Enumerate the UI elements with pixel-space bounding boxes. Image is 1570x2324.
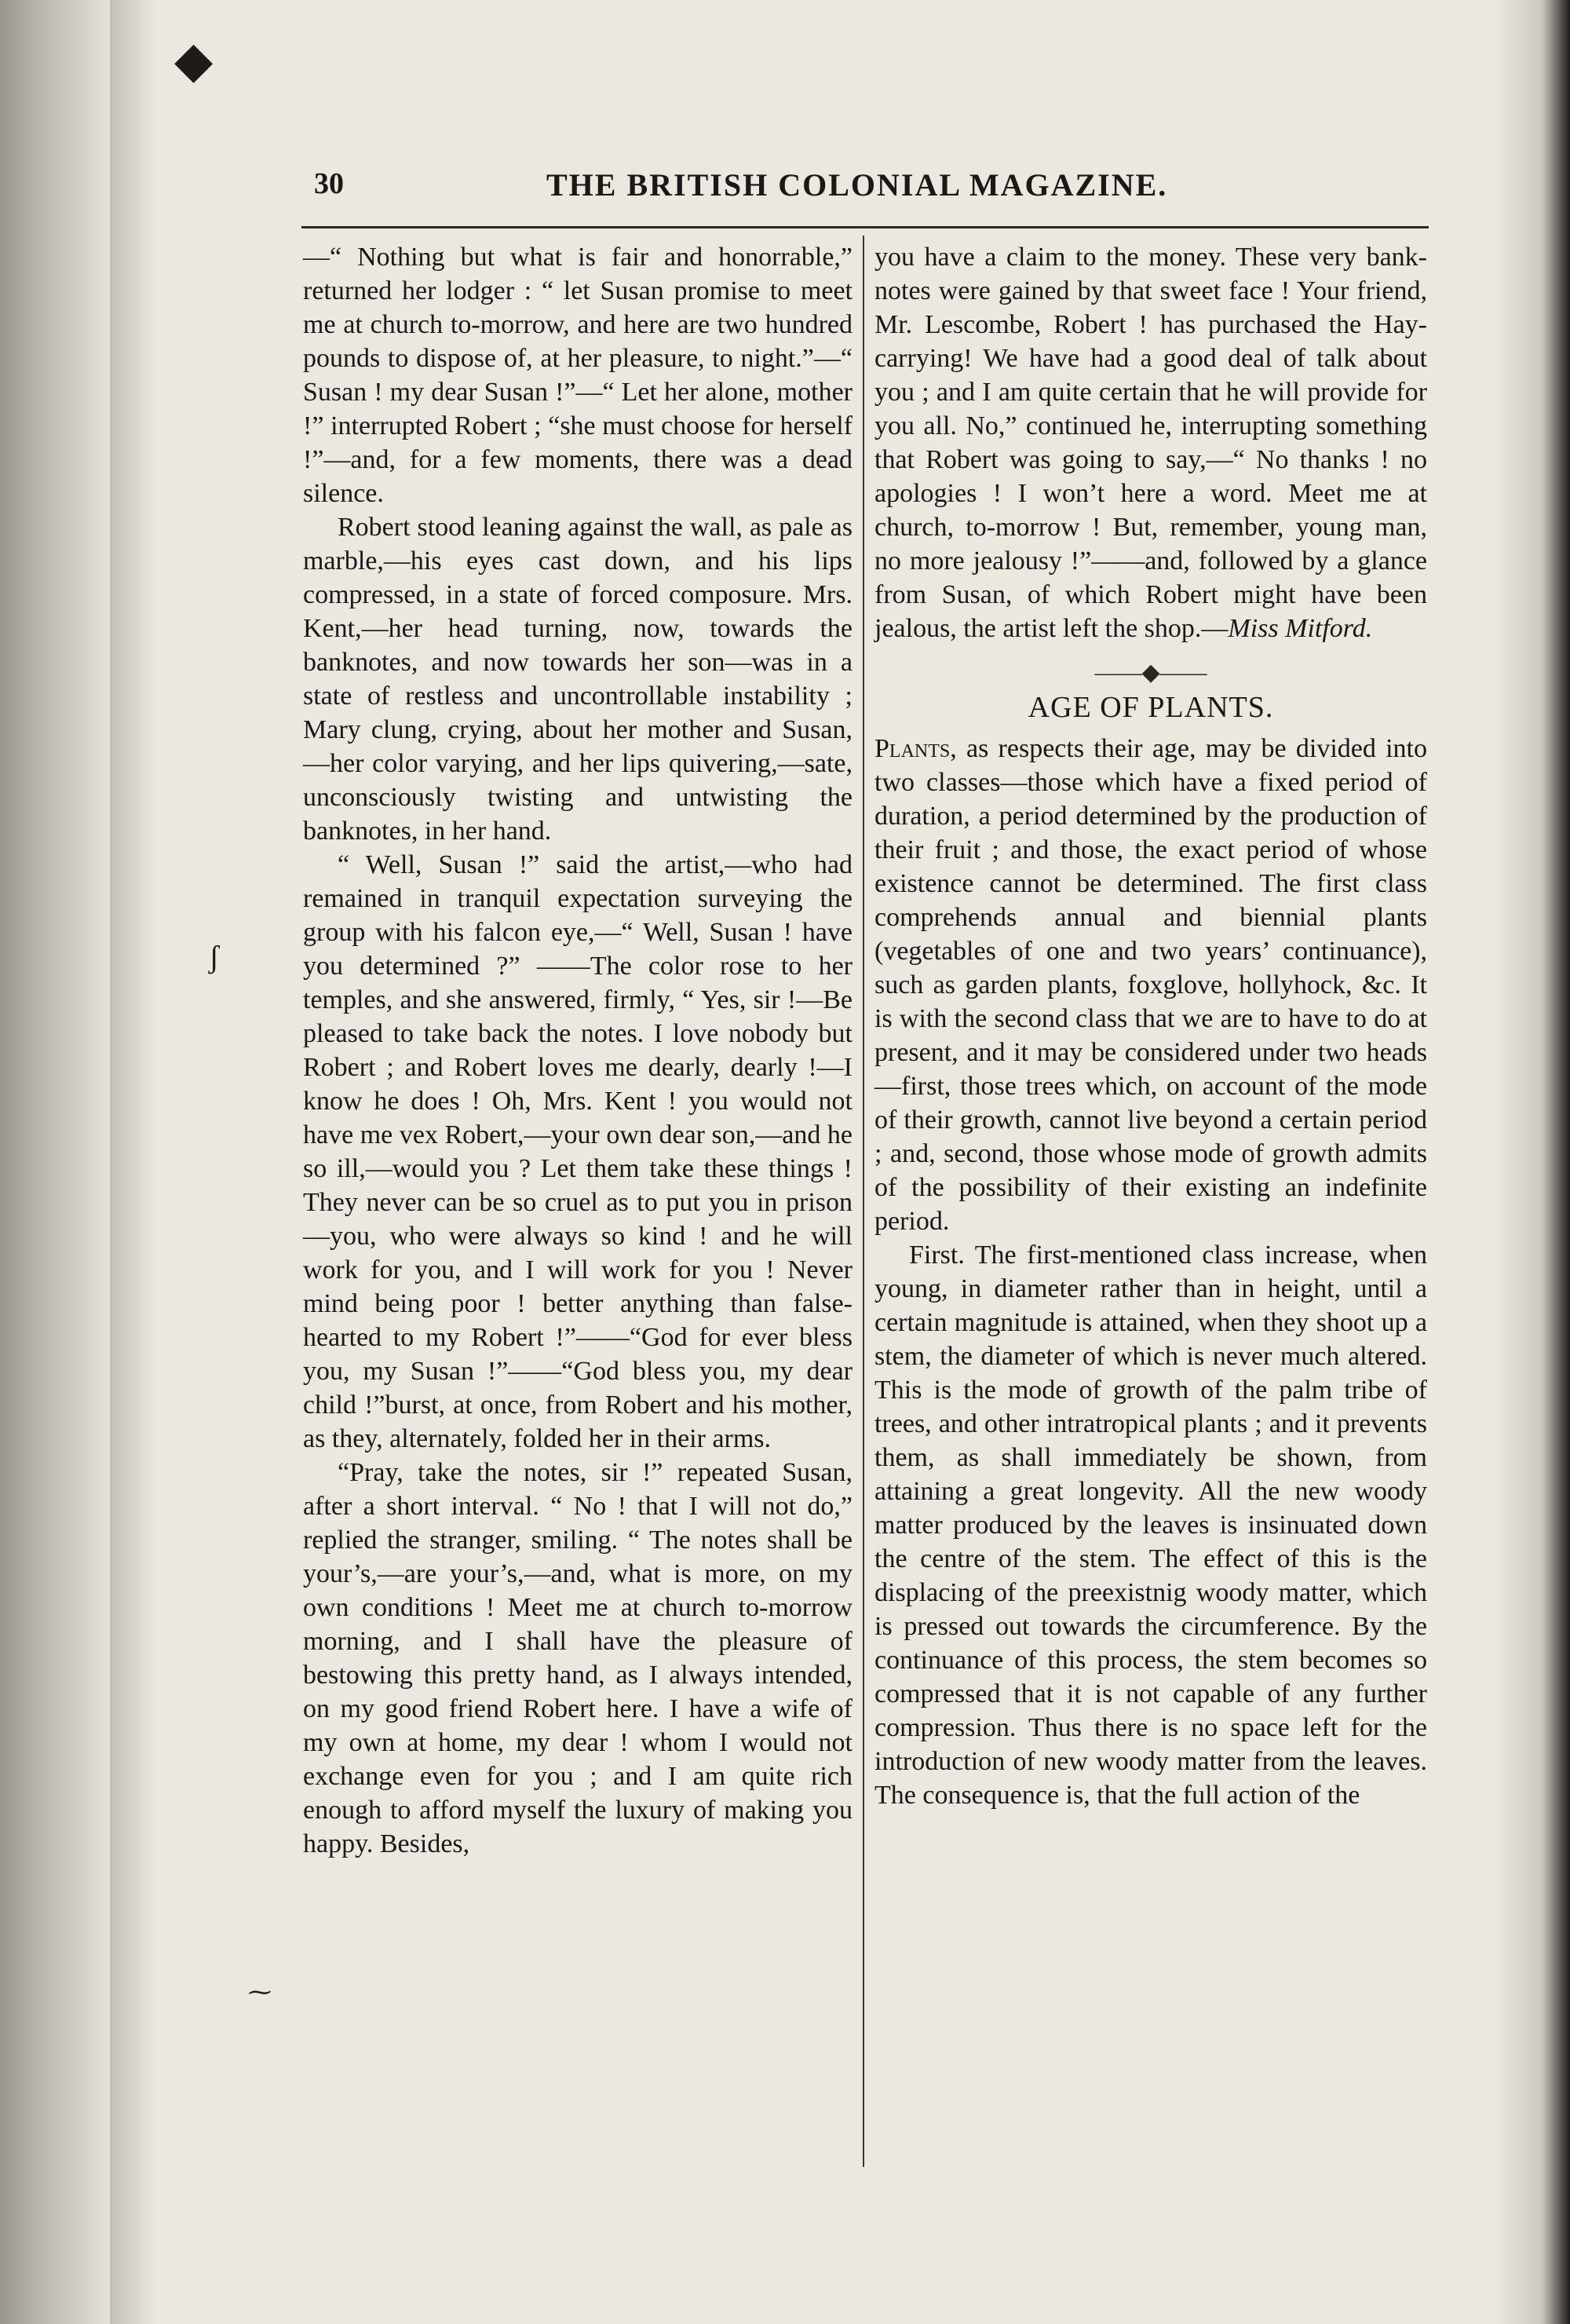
paragraph: First. The first-mentioned class increase, when young, in diameter rather than in height, until a certain magnitude is attained, when they shoot up a stem, the diameter of which is never much altered. This is the mode of growth of the palm tribe of trees, and other intratropical plants ; and it prevents them, as shall immediately be shown, from attaining a great longevity. All the new woody matter produced by the leaves is insinuated down the centre of the stem. The effect of this is the displacing of the preexistnig woody matter, which is pressed out towards the circumference. By the continuance of this process, the stem becomes so compressed that it is not capable of any further compression. Thus there is no space left for the introduction of new woody matter from the leaves. The consequence is, that the full action of the [874,1241,1427,1810]
left-column [303,240,853,1861]
paragraph: “Pray, take the notes, sir !” repeated Susan, after a short interval. “ No ! that I will not do,” replied the stranger, smiling. “ The notes shall be your’s,—are your’s,—and, what is more, on my own conditions ! Meet me at church to-morrow morning, and I shall have the pleasure of bestowing this pretty hand, as I always intended, on my good friend Robert here. I have a wife of my own at home, my dear ! whom I would not exchange even for you ; and I am quite rich enough to afford myself the luxury of making you happy. Besides, [303,1458,853,1858]
pencil-mark: ʃ [209,939,220,974]
ink-blot-mark: ◆ [174,32,214,88]
section-heading: AGE OF PLANTS. [1028,691,1274,724]
page-edge [1499,0,1570,2324]
continuation-text: you have a claim to the money. These very bank-notes were gained by that sweet face ! Your friend, Mr. Lescombe, Robert ! has purchased the Hay-carrying! We have had a good deal of talk about you ; and I am quite certain that he will provide for you all. No,” continued he, interrupting something that Robert was going to say,—“ No thanks ! no apologies ! I won’t here a word. Meet me at church, to-morrow ! But, remember, young man, no more jealousy !”——and, followed by a glance from Susan, of which Robert might have been jealous, the artist left the shop.— [874,243,1427,643]
right-column [874,240,1427,1812]
paragraph: —“ Nothing but what is fair and honorrable,” returned her lodger : “ let Susan promise to meet me at church to-morrow, and here are two hundred pounds to dispose of, at her pleasure, to night.”—“ Susan ! my dear Susan !”—“ Let her alone, mother !” interrupted Robert ; “she must choose for herself !”—and, for a few moments, there was a dead silence. [303,243,853,508]
paragraph-text: as respects their age, may be divided into two classes—those which have a fixed period of duration, a period determined by the production of their fruit ; and those, the exact period of whose existence cannot be determined. The first class comprehends annual and biennial plants (vegetables of one and two years’ continuance), such as garden plants, foxglove, hollyhock, &c. It is with the second class that we are to have to do at present, and it may be considered under two heads—first, those trees which, on account of the mode of their growth, cannot live beyond a certain period ; and, second, those whose mode of growth admits of the possibility of their existing an indefinite period. [874,734,1427,1236]
paragraph: Robert stood leaning against the wall, as pale as marble,—his eyes cast down, and his lips compressed, in a state of forced composure. Mrs. Kent,—her head turning, now, towards the banknotes, and now towards her son—was in a state of restless and uncontrollable instability ; Mary clung, crying, about her mother and Susan,—her color varying, and her lips quivering,—sate, unconsciously twisting and untwisting the banknotes, in her hand. [303,513,853,846]
lead-word: Plants, [874,734,957,763]
paragraph [874,732,1427,1238]
header-rule [301,226,1429,228]
paragraph: “ Well, Susan !” said the artist,—who had remained in tranquil expectation surveying the group with his falcon eye,—“ Well, Susan ! have you determined ?” ——The color rose to her temples, and she answered, firmly, “ Yes, sir !—Be pleased to take back the notes. I love nobody but Robert ; and Robert loves me dearly, dearly !—I know he does ! Oh, Mrs. Kent ! you would not have me vex Robert,—your own dear son,—and he so ill,—would you ? Let them take these things ! They never can be so cruel as to put you in prison—you, who were always so kind ! and he will work for you, and I will work for you ! Never mind being poor ! better anything than false-hearted to my Robert !”——“God for ever bless you, my Susan !”——“God bless you, my dear child !”burst, at once, from Robert and his mother, as they, alternately, folded her in their arms. [303,850,853,1453]
ornament-divider: ——◆—— [1094,660,1207,685]
page-number: 30 [314,167,344,200]
ink-mark: ⁓ [248,1979,272,2005]
running-title: THE BRITISH COLONIAL MAGAZINE. [546,167,1168,203]
story-ending [874,240,1427,645]
column-divider [863,236,864,2167]
author-signature: Miss Mitford. [1228,614,1373,643]
running-header [314,166,1429,214]
book-gutter [0,0,110,2324]
spine-shadow [110,0,157,2324]
